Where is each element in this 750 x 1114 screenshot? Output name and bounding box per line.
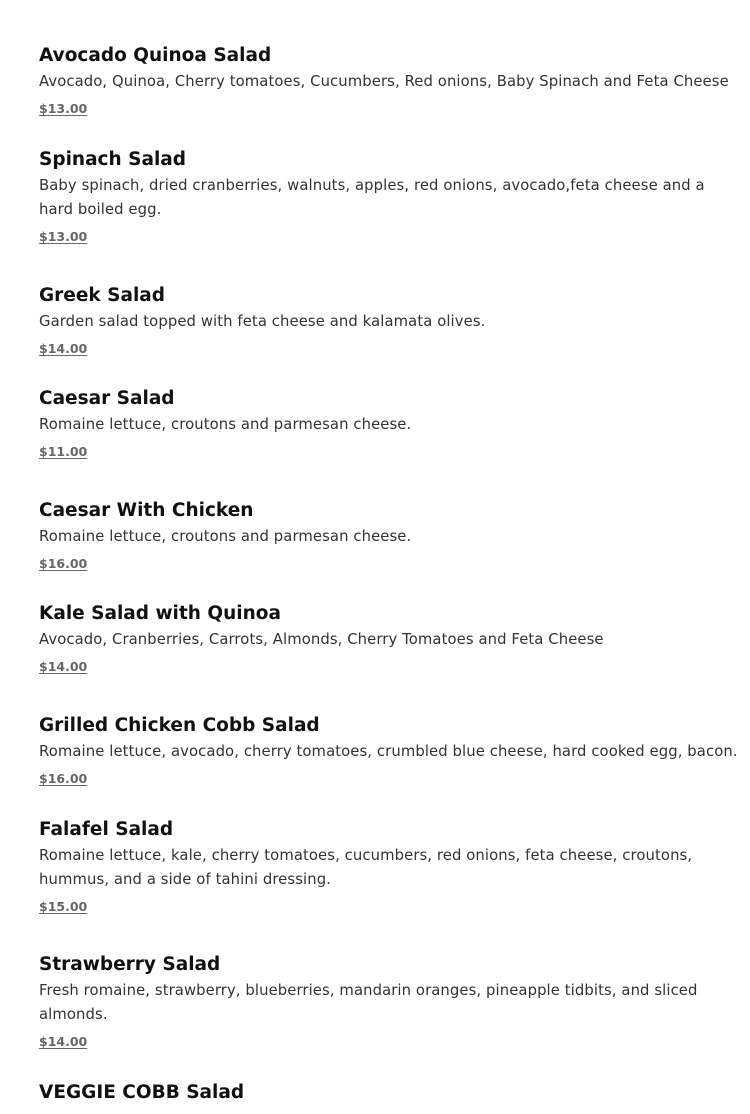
item-name: Falafel Salad <box>39 819 174 840</box>
item-description: Romaine lettuce, kale, cherry tomatoes, cucumbers, red onions, feta cheese, croutons, hummus, and a side of tahini dressing. <box>39 847 693 888</box>
menu-item-veggie-cobb-salad <box>39 1080 729 1106</box>
menu-item-spinach-salad <box>39 147 729 247</box>
item-name: Caesar With Chicken <box>39 500 254 521</box>
item-name: Strawberry Salad <box>39 954 221 975</box>
item-name: Avocado Quinoa Salad <box>39 45 272 66</box>
menu-item-greek-salad <box>39 283 729 359</box>
item-price-link[interactable]: $14.00 <box>39 659 88 674</box>
menu-item-avocado-quinoa-salad <box>39 43 729 119</box>
menu-item-caesar-with-chicken <box>39 498 729 574</box>
item-description: Avocado, Quinoa, Cherry tomatoes, Cucumbers, Red onions, Baby Spinach and Feta Cheese <box>39 73 729 90</box>
menu-item-kale-salad-with-quinoa <box>39 601 729 677</box>
item-price-link[interactable]: $13.00 <box>39 101 88 116</box>
item-price-link[interactable]: $15.00 <box>39 899 88 914</box>
item-price-link[interactable]: $11.00 <box>39 444 88 459</box>
item-description: Garden salad topped with feta cheese and kalamata olives. <box>39 313 486 330</box>
item-description: Romaine lettuce, croutons and parmesan cheese. <box>39 528 412 545</box>
menu-item-caesar-salad <box>39 386 729 462</box>
menu-item-strawberry-salad <box>39 952 729 1052</box>
item-name: Spinach Salad <box>39 149 187 170</box>
item-price-link[interactable]: $13.00 <box>39 229 88 244</box>
item-name: VEGGIE COBB Salad <box>39 1082 245 1103</box>
item-name: Kale Salad with Quinoa <box>39 603 281 624</box>
item-description: Fresh romaine, strawberry, blueberries, mandarin oranges, pineapple tidbits, and sliced almonds. <box>39 982 698 1023</box>
item-price-link[interactable]: $14.00 <box>39 1034 88 1049</box>
menu-item-grilled-chicken-cobb-salad <box>39 713 738 789</box>
item-price-link[interactable]: $14.00 <box>39 341 88 356</box>
item-name: Caesar Salad <box>39 388 175 409</box>
item-price-link[interactable]: $16.00 <box>39 556 88 571</box>
item-description: Avocado, Cranberries, Carrots, Almonds, Cherry Tomatoes and Feta Cheese <box>39 631 604 648</box>
item-description: Romaine lettuce, croutons and parmesan cheese. <box>39 416 412 433</box>
item-name: Greek Salad <box>39 285 166 306</box>
item-description: Baby spinach, dried cranberries, walnuts, apples, red onions, avocado,feta cheese and a hard boiled egg. <box>39 177 705 218</box>
menu-item-falafel-salad <box>39 817 729 917</box>
item-name: Grilled Chicken Cobb Salad <box>39 715 320 736</box>
item-description: Romaine lettuce, avocado, cherry tomatoes, crumbled blue cheese, hard cooked egg, bacon. <box>39 743 738 760</box>
item-price-link[interactable]: $16.00 <box>39 771 88 786</box>
